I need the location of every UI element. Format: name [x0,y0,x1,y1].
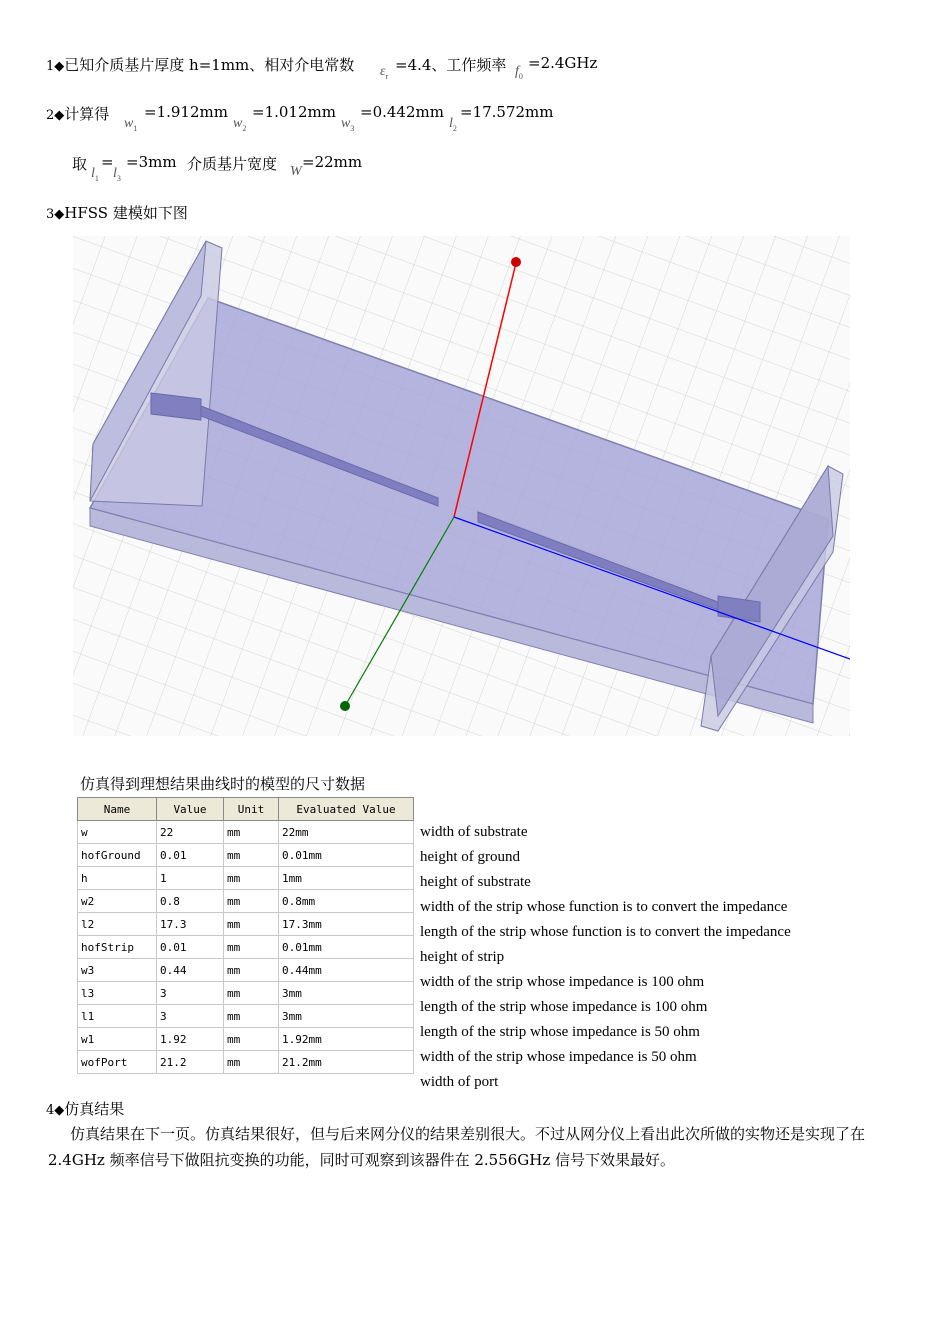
variable-description: length of the strip whose function is to convert the impedance [420,924,791,940]
cell-evaluated-value[interactable]: 1.92mm [279,1028,414,1051]
item-2-number: 2◆ [46,108,65,123]
table-row[interactable] [78,867,414,890]
cell-name[interactable]: hofStrip [78,936,157,959]
w1-value: =1.912mm [144,103,228,121]
cell-name[interactable]: w3 [78,959,157,982]
W-symbol: W [290,164,302,179]
w1-symbol: $w_1$ [124,116,138,133]
item-4-text: 仿真结果 [64,1100,125,1118]
l2-symbol: $l_2$ [449,116,457,133]
cell-unit[interactable]: mm [224,867,279,890]
variable-description: length of the strip whose impedance is 50 ohm [420,1024,700,1040]
cell-evaluated-value[interactable]: 22mm [279,821,414,844]
cell-unit[interactable]: mm [224,844,279,867]
variable-description: width of the strip whose impedance is 100 ohm [420,974,705,990]
item-1-text-c: =2.4GHz [528,54,598,72]
cell-unit[interactable]: mm [224,1051,279,1074]
cell-evaluated-value[interactable]: 3mm [279,1005,414,1028]
l1-symbol: $l_1$ [91,166,99,183]
w3-symbol: $w_3$ [341,116,355,133]
header-evaluated-value[interactable]: Evaluated Value [279,798,414,821]
table-row[interactable] [78,844,414,867]
table-row[interactable] [78,890,414,913]
cell-unit[interactable]: mm [224,982,279,1005]
table-caption: 仿真得到理想结果曲线时的模型的尺寸数据 [80,775,366,793]
w3-value: =0.442mm [360,103,444,121]
item-4 [46,1098,124,1119]
equals-sign: = [101,153,114,171]
variable-description: length of the strip whose impedance is 100 ohm [420,999,708,1015]
table-row[interactable] [78,982,414,1005]
cell-name[interactable]: w [78,821,157,844]
cell-name[interactable]: l1 [78,1005,157,1028]
cell-value[interactable]: 1.92 [157,1028,224,1051]
cell-evaluated-value[interactable]: 17.3mm [279,913,414,936]
item-4-number: 4◆ [46,1103,65,1118]
header-unit[interactable]: Unit [224,798,279,821]
cell-evaluated-value[interactable]: 21.2mm [279,1051,414,1074]
table-row[interactable] [78,1028,414,1051]
item-3-text: HFSS 建模如下图 [64,204,188,222]
conclusion-paragraph: 仿真结果在下一页。仿真结果很好，但与后来网分仪的结果差别很大。不过从网分仪上看出此次所做的实物还是实现了在 2.4GHz 频率信号下做阻抗变换的功能，同时可观察到该器件在 2.556GHz 信号下效果最好。 [48,1125,866,1169]
cell-unit[interactable]: mm [224,1005,279,1028]
cell-value[interactable]: 17.3 [157,913,224,936]
l1-l3-value: =3mm [126,153,177,171]
item-2 [46,103,109,124]
table-row[interactable] [78,936,414,959]
y-axis-arrow [340,701,350,711]
item-2b-label: 取 [72,155,88,173]
cell-name[interactable]: hofGround [78,844,157,867]
variable-description: width of the strip whose impedance is 50 ohm [420,1049,697,1065]
variable-description: width of the strip whose function is to convert the impedance [420,899,788,915]
f0-symbol: $f_0$ [515,64,523,81]
cell-name[interactable]: h [78,867,157,890]
header-name[interactable]: Name [78,798,157,821]
item-1 [46,54,354,75]
variable-description: height of strip [420,949,505,965]
cell-unit[interactable]: mm [224,890,279,913]
cell-evaluated-value[interactable]: 1mm [279,867,414,890]
cell-unit[interactable]: mm [224,821,279,844]
item-3 [46,202,188,223]
cell-evaluated-value[interactable]: 0.01mm [279,936,414,959]
variable-description: width of port [420,1074,499,1090]
cell-value[interactable]: 0.01 [157,936,224,959]
l2-value: =17.572mm [460,103,554,121]
cell-name[interactable]: w2 [78,890,157,913]
cell-value[interactable]: 0.44 [157,959,224,982]
table-row[interactable] [78,913,414,936]
width-label: 介质基片宽度 [187,155,278,173]
table-row[interactable] [78,1005,414,1028]
cell-evaluated-value[interactable]: 0.01mm [279,844,414,867]
variable-description: height of substrate [420,874,531,890]
table-row[interactable] [78,821,414,844]
item-3-number: 3◆ [46,207,65,222]
table-header-row [78,798,414,821]
cell-unit[interactable]: mm [224,913,279,936]
item-2-label: 计算得 [64,105,110,123]
cell-value[interactable]: 0.8 [157,890,224,913]
table-row[interactable] [78,1051,414,1074]
cell-name[interactable]: wofPort [78,1051,157,1074]
cell-value[interactable]: 22 [157,821,224,844]
item-1-number: 1◆ [46,59,65,74]
w2-symbol: $w_2$ [233,116,247,133]
z-axis-arrow [511,257,521,267]
variable-description: height of ground [420,849,520,865]
cell-value[interactable]: 1 [157,867,224,890]
header-value[interactable]: Value [157,798,224,821]
cell-unit[interactable]: mm [224,959,279,982]
hfss-model-figure [73,236,850,736]
variables-table [77,797,414,1074]
item-1-text-b: =4.4、工作频率 [395,56,507,74]
cell-name[interactable]: l3 [78,982,157,1005]
cell-value[interactable]: 3 [157,982,224,1005]
cell-value[interactable]: 21.2 [157,1051,224,1074]
cell-evaluated-value[interactable]: 0.8mm [279,890,414,913]
cell-unit[interactable]: mm [224,1028,279,1051]
cell-name[interactable]: l2 [78,913,157,936]
cell-name[interactable]: w1 [78,1028,157,1051]
cell-evaluated-value[interactable]: 0.44mm [279,959,414,982]
l3-symbol: $l_3$ [113,166,121,183]
w2-value: =1.012mm [252,103,336,121]
item-1-text-a: 已知介质基片厚度 h=1mm、相对介电常数 [64,56,355,74]
table-row[interactable] [78,959,414,982]
cell-evaluated-value[interactable]: 3mm [279,982,414,1005]
cell-value[interactable]: 0.01 [157,844,224,867]
cell-value[interactable]: 3 [157,1005,224,1028]
variable-description: width of substrate [420,824,528,840]
cell-unit[interactable]: mm [224,936,279,959]
width-value: =22mm [302,153,363,171]
epsilon-r-symbol: $\varepsilon_r$ [380,64,389,81]
